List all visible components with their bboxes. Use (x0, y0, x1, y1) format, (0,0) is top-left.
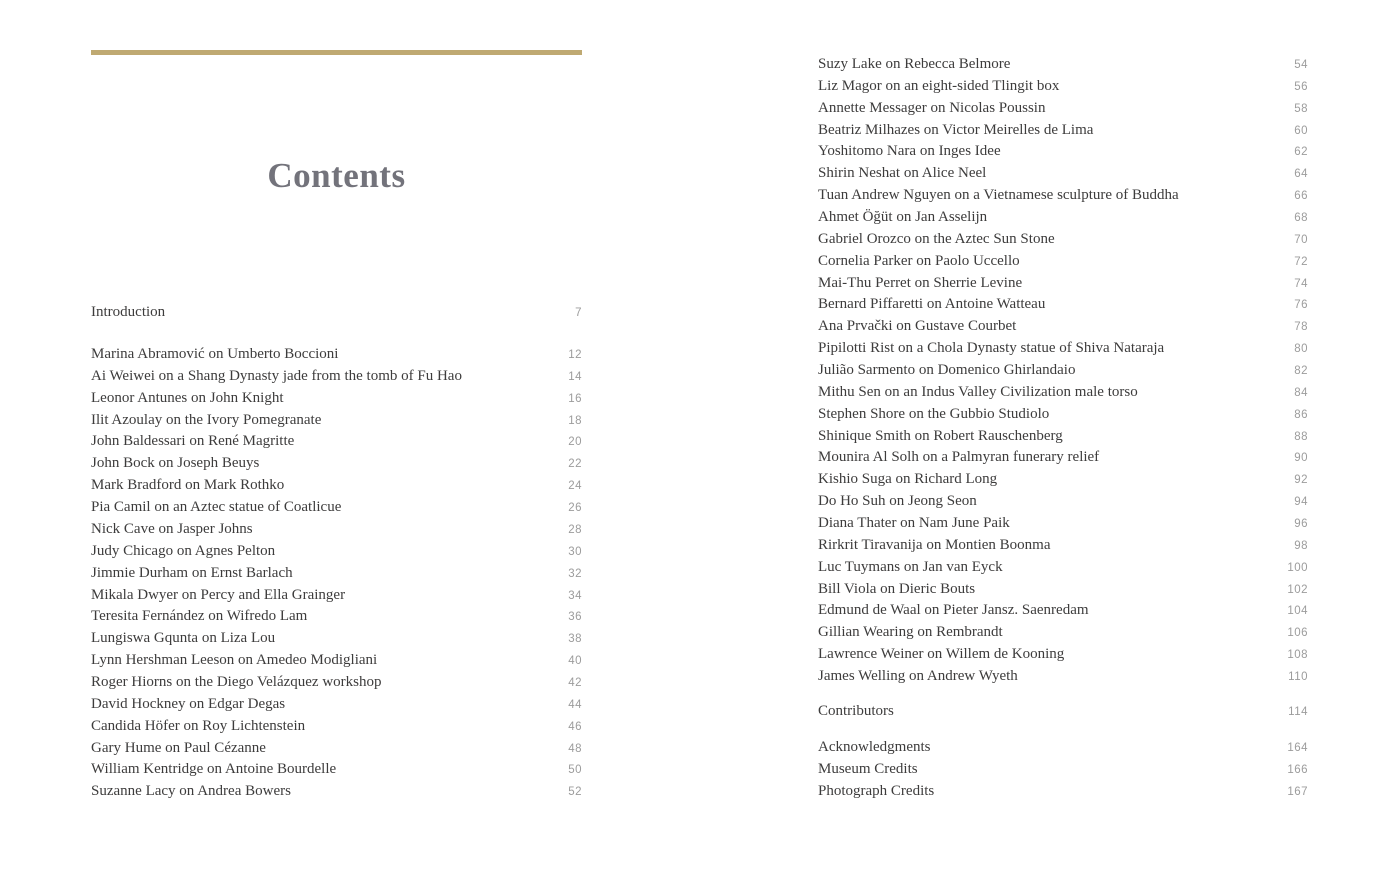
toc-entry-title: Cornelia Parker on Paolo Uccello (818, 252, 1020, 269)
toc-entry (818, 491, 1308, 513)
toc-entry-title: Luc Tuymans on Jan van Eyck (818, 558, 1003, 575)
toc-entry (818, 163, 1308, 185)
toc-entry-page-number: 80 (1294, 343, 1308, 356)
toc-entry-page-number: 167 (1287, 786, 1308, 798)
toc-entry-title: Stephen Shore on the Gubbio Studiolo (818, 405, 1050, 422)
toc-entry-title: Lynn Hershman Leeson on Amedeo Modigliani (91, 652, 378, 669)
toc-entry-page-number: 28 (568, 523, 582, 536)
toc-entry-title: Mounira Al Solh on a Palmyran funerary relief (818, 449, 1100, 466)
toc-entry-title: Lawrence Weiner on Willem de Kooning (818, 646, 1065, 663)
toc-entry-page-number: 98 (1294, 539, 1308, 552)
toc-entry-page-number: 82 (1294, 365, 1308, 378)
toc-entry (91, 431, 582, 453)
toc-entry (91, 388, 582, 410)
toc-entry (818, 360, 1308, 382)
toc-entry-title: Candida Höfer on Roy Lichtenstein (91, 717, 306, 734)
toc-entry-page-number: 90 (1294, 452, 1308, 465)
toc-entry-page-number: 14 (568, 370, 582, 383)
toc-entry (818, 98, 1308, 120)
toc-entry-page-number: 164 (1287, 742, 1308, 755)
toc-entry-title: Ana Prvački on Gustave Courbet (818, 318, 1017, 335)
toc-entry-page-number: 42 (568, 676, 582, 689)
toc-entry-page-number: 60 (1294, 124, 1308, 137)
toc-entry (818, 759, 1308, 781)
toc-entry (91, 672, 582, 694)
toc-entry (818, 622, 1308, 644)
toc-entry-page-number: 76 (1294, 299, 1308, 312)
toc-entry (91, 497, 582, 519)
toc-entry (818, 229, 1308, 251)
toc-entry-title: Yoshitomo Nara on Inges Idee (818, 143, 1001, 160)
toc-entry-title: Bernard Piffaretti on Antoine Watteau (818, 296, 1046, 313)
toc-entry-page-number: 108 (1287, 649, 1308, 662)
toc-entry-title: Diana Thater on Nam June Paik (818, 515, 1010, 532)
toc-entry-page-number: 32 (568, 567, 582, 580)
toc-entry-title: David Hockney on Edgar Degas (91, 695, 286, 712)
toc-entry (91, 344, 582, 366)
toc-entry-page-number: 30 (568, 545, 582, 558)
toc-entry-title: Judy Chicago on Agnes Pelton (91, 542, 276, 559)
toc-entry-title: Mark Bradford on Mark Rothko (91, 477, 285, 494)
toc-entry-page-number: 34 (568, 589, 582, 602)
toc-entry-title: Ahmet Öğüt on Jan Asselijn (818, 209, 988, 226)
toc-entry-title: Teresita Fernández on Wifredo Lam (91, 608, 308, 625)
toc-entry-page-number: 66 (1294, 190, 1308, 203)
toc-entry-title: Ai Weiwei on a Shang Dynasty jade from the tomb of Fu Hao (91, 367, 462, 384)
toc-entry-title: Pipilotti Rist on a Chola Dynasty statue of Shiva Nataraja (818, 340, 1165, 357)
toc-entry-title: Ilit Azoulay on the Ivory Pomegranate (91, 411, 322, 428)
toc-entry-page-number: 22 (568, 458, 582, 471)
toc-entry-page-number: 38 (568, 633, 582, 646)
toc-entry-page-number: 50 (568, 764, 582, 777)
toc-entry (91, 650, 582, 672)
back-matter-entries (818, 737, 1308, 803)
toc-entry-page-number: 24 (568, 480, 582, 493)
toc-entry (818, 120, 1308, 142)
toc-entry-title: Roger Hiorns on the Diego Velázquez workshop (91, 673, 382, 690)
toc-entry-title: John Bock on Joseph Beuys (91, 455, 260, 472)
toc-entry-page-number: 74 (1294, 277, 1308, 290)
toc-entry-title: Introduction (91, 304, 166, 320)
page-title: Contents (267, 156, 406, 195)
toc-entry-title: Tuan Andrew Nguyen on a Vietnamese sculpture of Buddha (818, 187, 1179, 204)
toc-entry-title: Pia Camil on an Aztec statue of Coatlicue (91, 499, 342, 516)
toc-entry (91, 410, 582, 432)
toc-entry-page-number: 94 (1294, 496, 1308, 509)
toc-entry-page-number: 48 (568, 742, 582, 755)
toc-entry-page-number: 100 (1287, 561, 1308, 574)
toc-entry-page-number: 86 (1294, 408, 1308, 421)
toc-entry-page-number: 52 (568, 786, 582, 799)
toc-entry-page-number: 70 (1294, 233, 1308, 246)
toc-entry-page-number: 110 (1288, 671, 1308, 684)
toc-entry (91, 759, 582, 781)
toc-entry-title: Shinique Smith on Robert Rauschenberg (818, 427, 1063, 444)
toc-entry (91, 563, 582, 585)
toc-entry-title: Leonor Antunes on John Knight (91, 389, 284, 406)
toc-entry-title: Edmund de Waal on Pieter Jansz. Saenredam (818, 602, 1089, 619)
toc-entry-page-number: 62 (1294, 146, 1308, 159)
toc-entry-page-number: 72 (1294, 255, 1308, 268)
right-page-column (818, 54, 1308, 803)
toc-entry-contributors (818, 701, 1308, 723)
toc-entry-title: Rirkrit Tiravanija on Montien Boonma (818, 536, 1051, 553)
toc-entry (818, 76, 1308, 98)
toc-entry-title: Mai-Thu Perret on Sherrie Levine (818, 274, 1023, 291)
toc-entry (91, 738, 582, 760)
toc-entry-page-number: 84 (1294, 386, 1308, 399)
toc-entry-title: Jimmie Durham on Ernst Barlach (91, 564, 293, 581)
toc-entry-title: Mikala Dwyer on Percy and Ella Grainger (91, 586, 346, 603)
toc-entry (818, 600, 1308, 622)
toc-entry (91, 366, 582, 388)
toc-entry (91, 781, 582, 803)
toc-entry-title: John Baldessari on René Magritte (91, 433, 295, 450)
toc-entry (91, 716, 582, 738)
toc-entry-page-number: 68 (1294, 212, 1308, 225)
toc-entry-page-number: 36 (568, 611, 582, 624)
toc-entry-title: William Kentridge on Antoine Bourdelle (91, 761, 337, 778)
toc-entry (818, 294, 1308, 316)
toc-entry-page-number: 92 (1294, 474, 1308, 487)
toc-entry (91, 453, 582, 475)
toc-entry-page-number: 20 (568, 436, 582, 449)
toc-entry (91, 585, 582, 607)
toc-entry-page-number: 54 (1294, 59, 1308, 71)
toc-entry (818, 141, 1308, 163)
toc-entry-title: Gabriel Orozco on the Aztec Sun Stone (818, 230, 1055, 247)
toc-entry-page-number: 16 (568, 392, 582, 405)
toc-entry (91, 475, 582, 497)
toc-entry (818, 644, 1308, 666)
toc-entry-page-number: 166 (1287, 764, 1308, 777)
toc-entry-title: James Welling on Andrew Wyeth (818, 668, 1018, 685)
toc-entry-title: Julião Sarmento on Domenico Ghirlandaio (818, 362, 1076, 379)
toc-entry-page-number: 102 (1287, 583, 1308, 596)
toc-entry-page-number: 18 (568, 414, 582, 427)
toc-entry-page-number: 114 (1288, 705, 1308, 718)
toc-entry (91, 628, 582, 650)
toc-entry-page-number: 46 (568, 720, 582, 733)
toc-entry-title: Annette Messager on Nicolas Poussin (818, 99, 1046, 116)
toc-entry (818, 54, 1308, 76)
toc-entry (818, 207, 1308, 229)
toc-entry (818, 781, 1308, 803)
toc-entry-page-number: 7 (575, 307, 582, 319)
toc-entry-page-number: 44 (568, 698, 582, 711)
toc-entry (818, 382, 1308, 404)
toc-entry-page-number: 96 (1294, 518, 1308, 531)
toc-entry-title: Gillian Wearing on Rembrandt (818, 624, 1003, 641)
toc-entry (818, 426, 1308, 448)
toc-entry-page-number: 12 (568, 349, 582, 362)
toc-entry (818, 251, 1308, 273)
toc-entry (818, 513, 1308, 535)
toc-entry-page-number: 78 (1294, 321, 1308, 334)
toc-entry-title: Lungiswa Gqunta on Liza Lou (91, 630, 276, 647)
toc-entry-title: Kishio Suga on Richard Long (818, 471, 998, 488)
toc-entry-title: Do Ho Suh on Jeong Seon (818, 493, 977, 510)
toc-entry-page-number: 88 (1294, 430, 1308, 443)
toc-entry-title: Beatriz Milhazes on Victor Meirelles de Lima (818, 121, 1094, 138)
right-toc-entries (818, 54, 1308, 688)
toc-entry-title: Shirin Neshat on Alice Neel (818, 165, 987, 182)
toc-entry-page-number: 106 (1287, 627, 1308, 640)
toc-entry (91, 694, 582, 716)
left-page-column (91, 0, 582, 886)
toc-entry (818, 666, 1308, 688)
toc-entry (818, 273, 1308, 295)
toc-entry (818, 737, 1308, 759)
toc-entry-introduction (91, 302, 582, 324)
toc-entry-title: Marina Abramović on Umberto Boccioni (91, 346, 339, 363)
toc-entry (818, 535, 1308, 557)
toc-entry (818, 469, 1308, 491)
toc-entry (91, 606, 582, 628)
toc-entry (818, 579, 1308, 601)
toc-entry (818, 404, 1308, 426)
toc-entry-title: Liz Magor on an eight-sided Tlingit box (818, 77, 1060, 94)
toc-entry-page-number: 104 (1287, 605, 1308, 618)
toc-entry (91, 541, 582, 563)
toc-entry-page-number: 40 (568, 655, 582, 668)
toc-entry-page-number: 26 (568, 502, 582, 515)
toc-entry-title: Photograph Credits (818, 783, 935, 799)
toc-entry-title: Contributors (818, 702, 894, 719)
left-toc-list (91, 302, 582, 803)
left-toc-entries (91, 344, 582, 803)
toc-entry (818, 316, 1308, 338)
toc-entry-title: Suzy Lake on Rebecca Belmore (818, 56, 1011, 72)
toc-entry (818, 447, 1308, 469)
toc-entry-title: Nick Cave on Jasper Johns (91, 520, 253, 537)
toc-entry-title: Mithu Sen on an Indus Valley Civilization male torso (818, 383, 1138, 400)
toc-entry (91, 519, 582, 541)
toc-entry-title: Bill Viola on Dieric Bouts (818, 580, 976, 597)
toc-entry-page-number: 58 (1294, 102, 1308, 115)
toc-entry (818, 338, 1308, 360)
toc-entry-title: Acknowledgments (818, 739, 931, 756)
toc-entry-page-number: 56 (1294, 80, 1308, 93)
toc-entry (818, 185, 1308, 207)
toc-entry (818, 557, 1308, 579)
toc-entry-page-number: 64 (1294, 168, 1308, 181)
toc-entry-title: Suzanne Lacy on Andrea Bowers (91, 783, 291, 800)
toc-entry-title: Museum Credits (818, 761, 918, 778)
toc-entry-title: Gary Hume on Paul Cézanne (91, 739, 266, 756)
accent-rule (91, 50, 582, 55)
